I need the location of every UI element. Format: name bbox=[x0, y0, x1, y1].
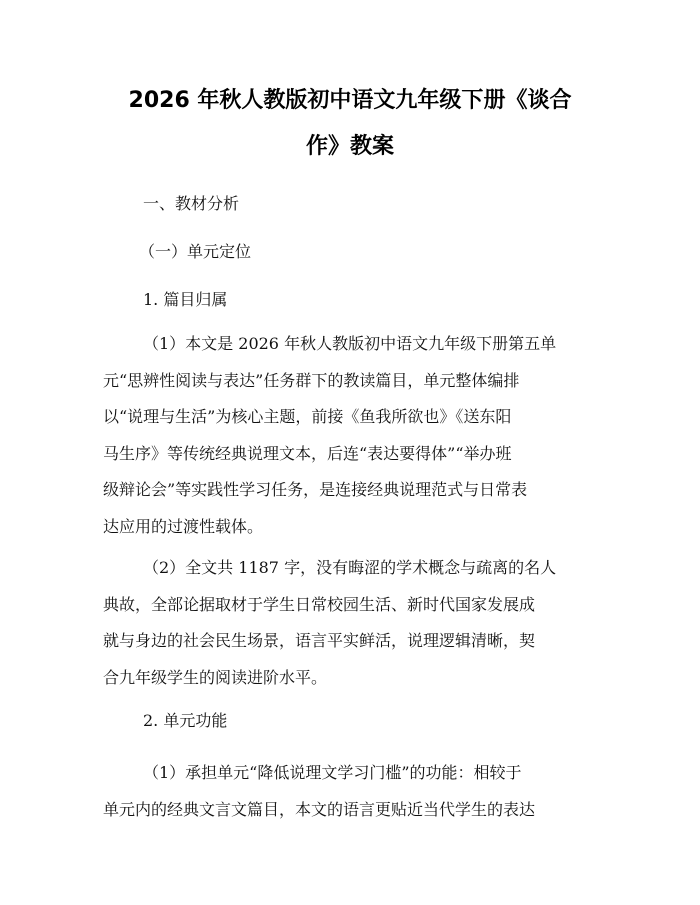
paragraph-line: （2）全文共 1187 字，没有晦涩的学术概念与疏离的名人 bbox=[143, 558, 557, 577]
paragraph-line: 就与身边的社会民生场景，语言平实鲜活，说理逻辑清晰，契 bbox=[103, 631, 536, 650]
paragraph-line: （1）本文是 2026 年秋人教版初中语文九年级下册第五单 bbox=[143, 334, 557, 353]
paragraph-line: 合九年级学生的阅读进阶水平。 bbox=[103, 667, 328, 687]
paragraph-unit-function bbox=[103, 755, 599, 828]
paragraph-line: 马生序》等传统经典说理文本，后连“表达要得体”“举办班 bbox=[103, 443, 512, 463]
document-title-line-2: 作》教案 bbox=[305, 134, 394, 159]
section-heading-teaching-material-analysis: 一、教材分析 bbox=[143, 194, 240, 213]
subsection-heading-unit-positioning: （一）单元定位 bbox=[139, 242, 252, 261]
paragraph-line: 典故，全部论据取材于学生日常校园生活、新时代国家发展成 bbox=[103, 594, 536, 614]
item-heading-text-placement: 1. 篇目归属 bbox=[143, 290, 228, 309]
paragraph-line: 级辩论会”等实践性学习任务，是连接经典说理范式与日常表 bbox=[103, 480, 528, 499]
document-title-line-1: 2026 年秋人教版初中语文九年级下册《谈合 bbox=[128, 88, 572, 113]
paragraph-line: 单元内的经典文言文篇目，本文的语言更贴近当代学生的表达 bbox=[103, 799, 536, 819]
paragraph-word-count bbox=[103, 550, 599, 696]
paragraph-line: （1）承担单元“降低说理文学习门槛”的功能：相较于 bbox=[143, 763, 522, 782]
paragraph-line: 以“说理与生活”为核心主题，前接《鱼我所欲也》《送东阳 bbox=[103, 407, 512, 426]
item-heading-unit-function: 2. 单元功能 bbox=[143, 711, 228, 730]
paragraph-line: 元“思辨性阅读与表达”任务群下的教读篇目，单元整体编排 bbox=[103, 370, 520, 390]
paragraph-line: 达应用的过渡性载体。 bbox=[103, 516, 264, 536]
paragraph-text-placement bbox=[103, 326, 599, 545]
